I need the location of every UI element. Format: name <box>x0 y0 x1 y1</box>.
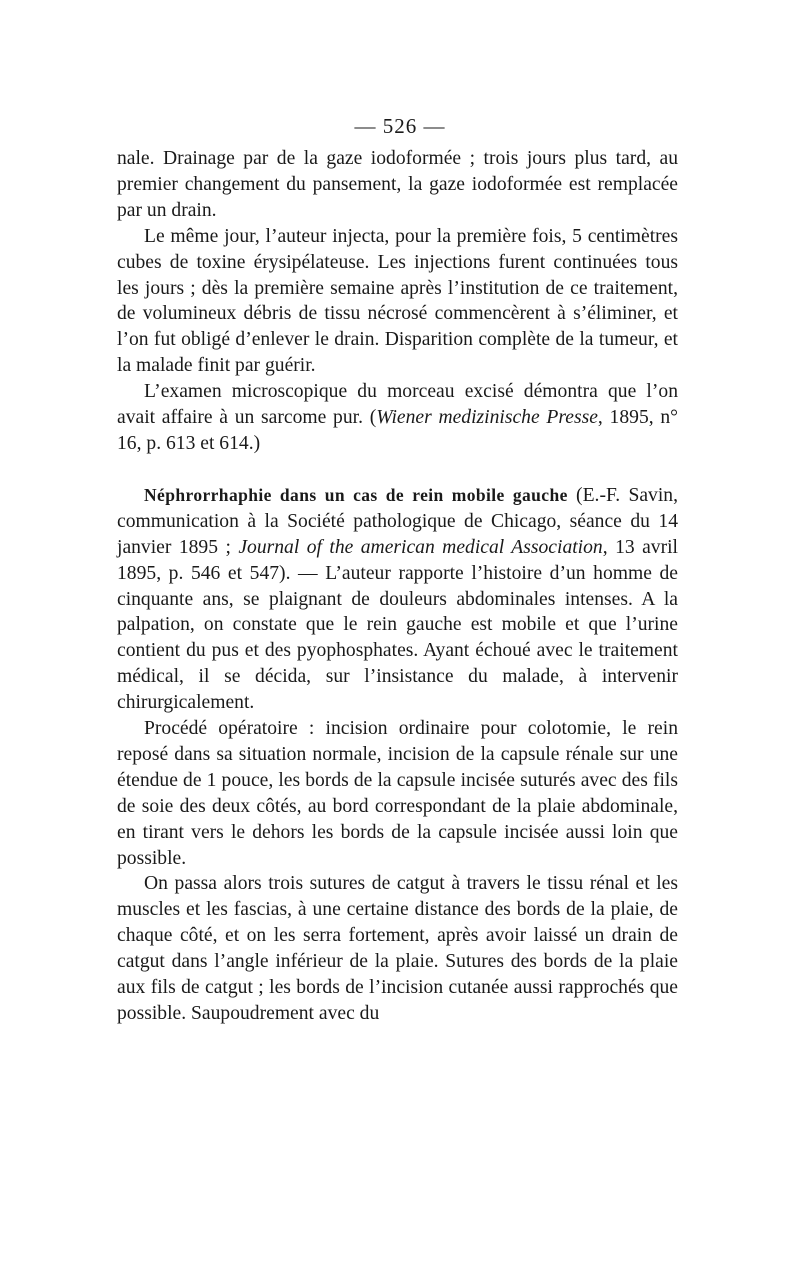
nephro-source: (E.-F. Savin, communication à la Société pathologique de Chicago, séance du 14 janvier 1895 ; <box>117 484 678 558</box>
microscopy-text: L’examen microscopique du morceau excisé démontra que l’on avait affaire à un sarcome pur. ( <box>117 381 678 429</box>
journal-title: Journal of the american medical Association <box>238 536 603 558</box>
paragraph-injection: Le même jour, l’auteur injecta, pour la première fois, 5 centimètres cubes de toxine érysipélateuse. Les injections furent continuées tous les jours ; dès la première semaine après l’institution de ce traitement, de volumineux débris de tissu nécrosé commencèrent à s’éliminer, et l’on fut obligé d’enlever le drain. Disparition complète de la tumeur, et la malade finit par guérir. <box>117 225 678 377</box>
paragraph-microscopy <box>117 379 678 457</box>
text-column <box>117 146 678 1027</box>
paragraph-sutures: On passa alors trois sutures de catgut à travers le tissu rénal et les muscles et les fascias, à une certaine distance des bords de la plaie, de chaque côté, et on les serra fortement, après avoir laissé un drain de catgut dans l’angle inférieur de la plaie. Sutures des bords de la plaie aux fils de catgut ; les bords de l’incision cutanée aussi rapprochés que possible. Saupoudrement avec du <box>117 873 678 1024</box>
page-number: — 526 — <box>354 114 446 138</box>
nephro-body: , 13 avril 1895, p. 546 et 547). — L’auteur rapporte l’histoire d’un homme de cinquante ans, se plaignant de douleurs abdominales intenses. A la palpation, on constate que le rein gauche est mobile et que l’urine contient du pus et des pyophosphates. Ayant échoué avec le traitement médical, il se décida, sur l’insistance du malade, à intervenir chirurgicalement. <box>117 536 678 714</box>
journal-citation: Wiener medizinische Presse <box>376 407 598 429</box>
paragraph-procedure: Procédé opératoire : incision ordinaire pour colotomie, le rein reposé dans sa situation normale, incision de la capsule rénale sur une étendue de 1 pouce, les bords de la capsule incisée suturés avec des fils de soie des deux côtés, au bord correspondant de la plaie abdominale, en tirant vers le dehors les bords de la capsule incisée aussi loin que possible. <box>117 718 678 869</box>
citation-tail: , 1895, n° 16, p. 613 et 614.) <box>117 407 678 454</box>
section-heading: Néphrorrhaphie dans un cas de rein mobile gauche <box>144 484 568 505</box>
paragraph-nephrorrhaphy <box>117 483 678 716</box>
paragraph-continuation: nale. Drainage par de la gaze iodoformée ; trois jours plus tard, au premier changement du pansement, la gaze iodoformée est remplacée par un drain. <box>117 148 678 221</box>
